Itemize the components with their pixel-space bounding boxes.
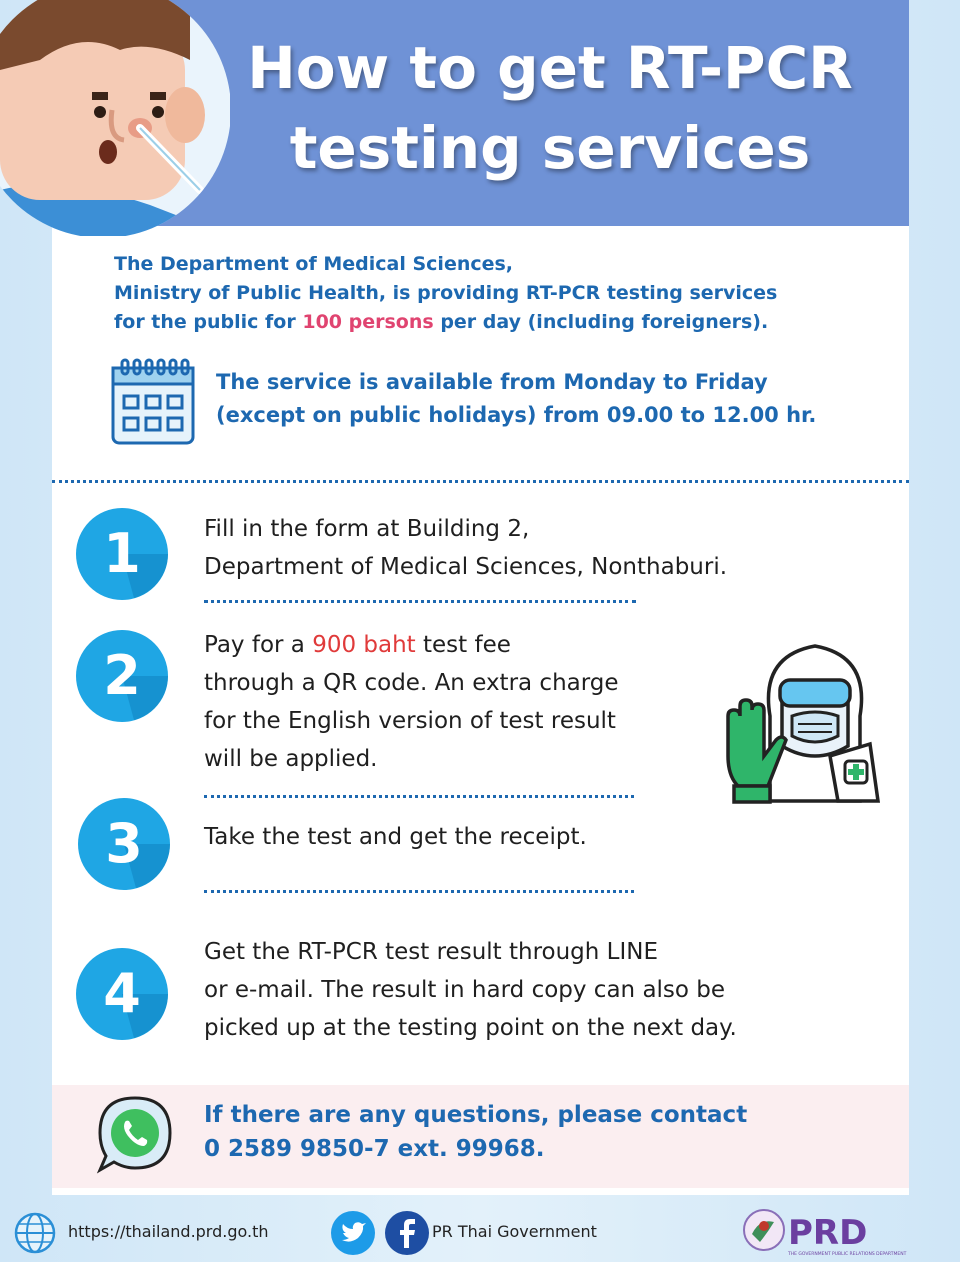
service-line-1: The service is available from Monday to Friday <box>216 370 768 394</box>
face-swab-icon <box>0 0 230 236</box>
step-3-text <box>204 818 864 856</box>
contact-text <box>204 1098 884 1166</box>
step-2-line-1-after: test fee <box>415 632 511 658</box>
prd-logo <box>740 1204 940 1258</box>
step-2-badge <box>74 628 170 724</box>
intro-line-3-after: per day (including foreigners). <box>433 311 769 333</box>
service-hours <box>216 366 906 432</box>
step-2-line-3: for the English version of test result <box>204 708 616 734</box>
contact-phone[interactable]: 0 2589 9850-7 ext. 99968. <box>204 1136 545 1162</box>
step-2-line-4: will be applied. <box>204 746 378 772</box>
step-2-line-2: through a QR code. An extra charge <box>204 670 619 696</box>
twitter-icon[interactable] <box>330 1210 376 1256</box>
globe-icon <box>14 1212 56 1254</box>
step-1-badge <box>74 506 170 602</box>
service-line-2: (except on public holidays) from 09.00 to 12.00 hr. <box>216 403 817 427</box>
section-divider <box>52 480 909 483</box>
fee-highlight: 900 baht <box>312 632 416 658</box>
step-4-badge <box>74 946 170 1042</box>
title-line-2: testing services <box>289 114 811 182</box>
prd-logo-subtext: THE GOVERNMENT PUBLIC RELATIONS DEPARTMENT <box>788 1252 907 1257</box>
ppe-worker-icon <box>720 636 882 808</box>
step-4-text <box>204 933 864 1047</box>
facebook-icon[interactable] <box>384 1210 430 1256</box>
whatsapp-icon[interactable] <box>96 1094 174 1174</box>
intro-line-1: The Department of Medical Sciences, <box>114 253 514 275</box>
prd-logo-text: PRD <box>788 1213 868 1253</box>
step-3-badge <box>76 796 172 892</box>
intro-line-3-before: for the public for <box>114 311 303 333</box>
step-3-line-1: Take the test and get the receipt. <box>204 824 587 850</box>
step-1-text <box>204 510 864 586</box>
step-4-line-2: or e-mail. The result in hard copy can also be <box>204 977 726 1003</box>
step-1-line-1: Fill in the form at Building 2, <box>204 516 530 542</box>
step-1-line-2: Department of Medical Sciences, Nonthaburi. <box>204 554 728 580</box>
title-line-1: How to get RT-PCR <box>247 34 853 102</box>
step-4-line-3: picked up at the testing point on the next day. <box>204 1015 737 1041</box>
step-4-number: 4 <box>103 962 141 1025</box>
step-4-line-1: Get the RT-PCR test result through LINE <box>204 939 659 965</box>
social-account-name[interactable]: PR Thai Government <box>432 1222 597 1241</box>
step-2-line-1-before: Pay for a <box>204 632 313 658</box>
step-divider-3 <box>204 890 634 893</box>
step-divider-1 <box>204 600 636 603</box>
calendar-icon <box>110 356 196 446</box>
page-title <box>200 28 900 188</box>
step-2-number: 2 <box>103 644 141 707</box>
contact-line-1: If there are any questions, please contact <box>204 1102 748 1128</box>
step-1-number: 1 <box>103 522 141 585</box>
website-link[interactable]: https://thailand.prd.go.th <box>68 1222 269 1241</box>
intro-line-3 <box>114 308 874 337</box>
step-3-number: 3 <box>105 812 143 875</box>
intro-line-2: Ministry of Public Health, is providing RT-PCR testing services <box>114 282 778 304</box>
intro-text <box>114 250 874 337</box>
step-divider-2 <box>204 795 634 798</box>
persons-highlight: 100 persons <box>302 311 434 333</box>
